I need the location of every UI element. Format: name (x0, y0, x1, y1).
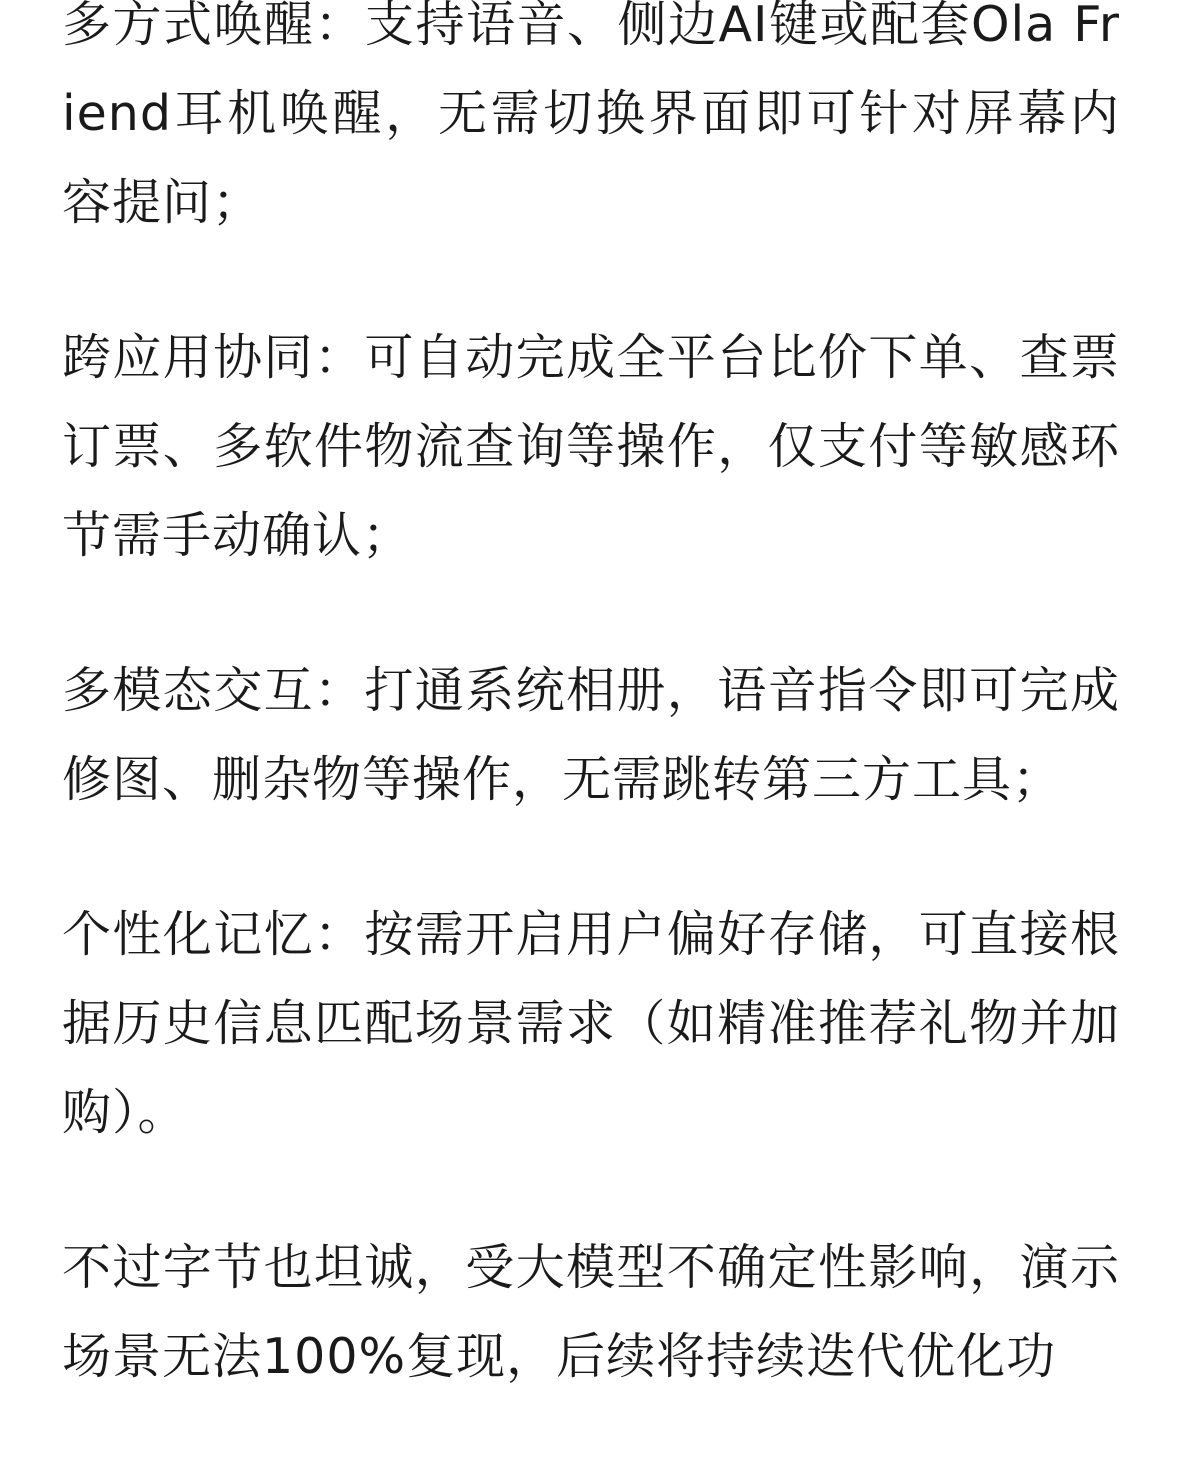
paragraph-cross-app: 跨应用协同：可自动完成全平台比价下单、查票订票、多软件物流查询等操作，仅支付等敏感环节需手动确认； (62, 329, 1120, 564)
paragraph-disclaimer: 不过字节也坦诚，受大模型不确定性影响，演示场景无法100%复现，后续将持续迭代优化功 (62, 1239, 1120, 1385)
paragraph-memory: 个性化记忆：按需开启用户偏好存储，可直接根据历史信息匹配场景需求（如精准推荐礼物并加购）。 (62, 906, 1120, 1141)
article-body (62, 0, 1120, 1467)
paragraph-multi-wake: 多方式唤醒：支持语音、侧边AI键或配套Ola Friend耳机唤醒，无需切换界面即可针对屏幕内容提问； (62, 0, 1120, 231)
paragraph-multimodal: 多模态交互：打通系统相册，语音指令即可完成修图、删杂物等操作，无需跳转第三方工具； (62, 662, 1120, 808)
